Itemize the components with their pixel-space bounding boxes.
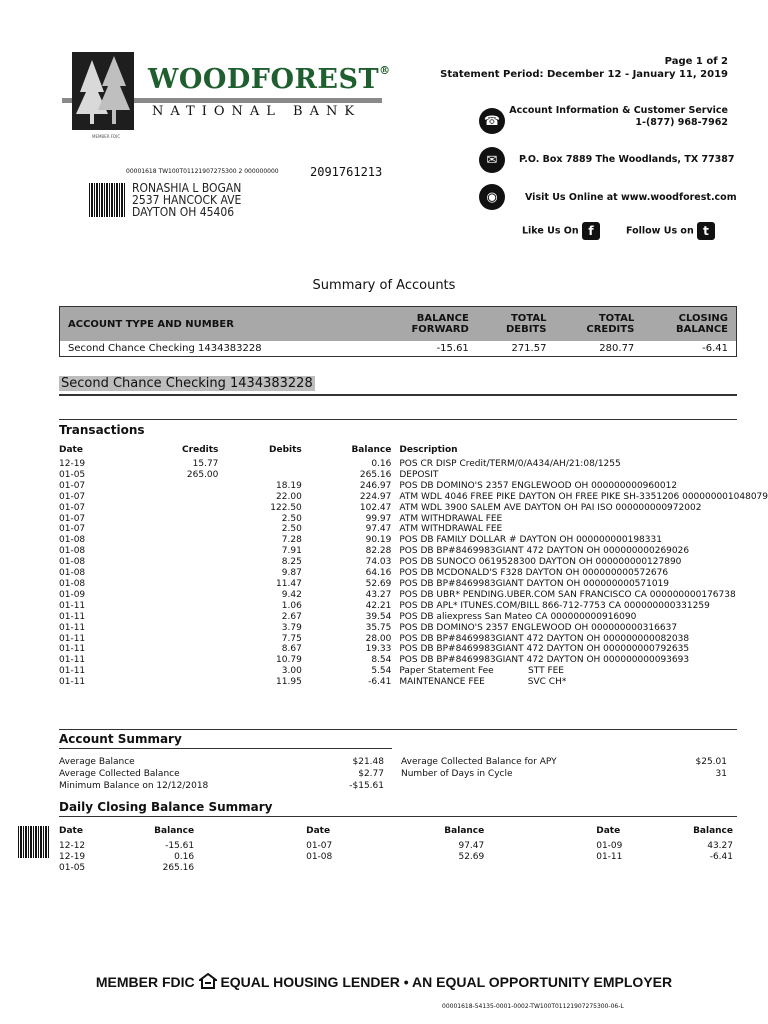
tx-description: ATM WDL 3900 SALEM AVE DAYTON OH PAI ISO 000000000972002: [399, 502, 702, 513]
tx-date: 01-11: [59, 655, 86, 666]
transaction-row: [59, 634, 768, 645]
avg-balance-label: Average Balance: [59, 757, 135, 767]
tx-debit: [218, 459, 301, 470]
tx-balance: 0.16: [371, 459, 392, 469]
tx-debit: 18.19: [276, 480, 302, 491]
tx-debit: 2.50: [281, 513, 302, 524]
tx-credit: [108, 666, 218, 677]
tx-balance: 28.00: [365, 633, 392, 644]
mail-code-right: 2091761213: [310, 165, 383, 179]
tx-date: 01-11: [59, 611, 86, 622]
daily-date: 12-19: [59, 851, 86, 862]
tx-debit: 10.79: [276, 655, 302, 666]
header-total-credits: TOTAL CREDITS: [554, 307, 642, 342]
tx-description: POS DB BP#8469983GIANT 472 DAYTON OH 000000000792635: [399, 644, 690, 655]
days-label: Number of Days in Cycle: [401, 769, 513, 779]
apy-value: $25.01: [695, 757, 727, 767]
tx-debit: 9.42: [281, 589, 302, 600]
tx-debit: 3.00: [281, 666, 302, 677]
header-account-type: ACCOUNT TYPE AND NUMBER: [60, 307, 377, 342]
daily-rule: [59, 816, 737, 817]
transaction-row: [59, 535, 768, 546]
tx-date: 01-07: [59, 513, 86, 524]
tx-credit: [108, 601, 218, 612]
tx-balance: 42.21: [365, 600, 392, 611]
summary-total-credits: 280.77: [554, 341, 642, 357]
tx-date: 01-11: [59, 677, 86, 688]
tx-credit: [108, 524, 218, 535]
summary-row: [60, 341, 737, 357]
tx-description: POS DB SUNOCO 0619528300 DAYTON OH 000000000127890: [399, 557, 682, 568]
tx-debit: 3.79: [281, 622, 302, 633]
tx-date: 01-07: [59, 502, 86, 513]
transaction-row: [59, 601, 768, 612]
service-label: Account Information & Customer Service: [509, 105, 728, 116]
tx-balance: 97.47: [365, 524, 392, 535]
daily-date: 01-07: [306, 840, 333, 851]
tx-balance: 35.75: [365, 622, 392, 633]
tx-date: 01-09: [59, 589, 86, 600]
transactions-title: Transactions: [59, 423, 145, 437]
facebook-icon: f: [582, 222, 600, 240]
tx-credit: [108, 655, 218, 666]
daily-title: Daily Closing Balance Summary: [59, 800, 273, 814]
tx-debit: 8.67: [281, 644, 302, 655]
tx-debit: 9.87: [281, 568, 302, 579]
transaction-row: [59, 557, 768, 568]
daily-balance: -15.61: [165, 840, 195, 851]
tx-credit: [108, 535, 218, 546]
tx-debit: 2.50: [281, 524, 302, 535]
tx-description: ATM WITHDRAWAL FEE: [399, 513, 503, 524]
apy-label: Average Collected Balance for APY: [401, 757, 557, 767]
tx-date: 01-11: [59, 622, 86, 633]
tx-balance: 43.27: [365, 589, 392, 600]
tx-date: 01-11: [59, 600, 86, 611]
account-title: Second Chance Checking 1434383228: [61, 376, 313, 391]
tx-balance: 39.54: [365, 611, 392, 622]
daily-h-date-1: Date: [59, 826, 83, 836]
tx-header-description: Description: [399, 445, 458, 455]
tx-date: 01-11: [59, 633, 86, 644]
daily-balance: [693, 862, 733, 873]
tx-description: POS DB BP#8469983GIANT 472 DAYTON OH 000000000093693: [399, 655, 690, 666]
tx-date: 01-08: [59, 568, 86, 579]
daily-date: 01-11: [596, 851, 623, 862]
transaction-row: [59, 579, 768, 590]
tx-description: POS DB MCDONALD'S F328 DAYTON OH 000000000572676: [399, 568, 669, 579]
summary-closing-balance: -6.41: [642, 341, 736, 357]
header-closing-balance: CLOSING BALANCE: [642, 307, 736, 342]
transaction-row: [59, 503, 768, 514]
tx-credit: [108, 579, 218, 590]
transaction-row: [59, 524, 768, 535]
tx-date: 01-07: [59, 480, 86, 491]
tx-date: 12-19: [59, 459, 86, 469]
recipient-name: RONASHIA L BOGAN: [132, 181, 242, 195]
tx-date: 01-05: [59, 469, 86, 480]
daily-row: [59, 851, 733, 862]
transaction-row: [59, 612, 768, 623]
tx-description: ATM WDL 4046 FREE PIKE DAYTON OH FREE PIKE SH-3351206 000000001048079: [399, 491, 768, 502]
daily-date: 12-12: [59, 840, 86, 851]
daily-balance: [403, 862, 484, 873]
tx-balance: 99.97: [365, 513, 392, 524]
tx-header-debits: Debits: [269, 445, 302, 455]
daily-balance: -6.41: [709, 851, 733, 862]
transaction-row: [59, 568, 768, 579]
tx-credit: [108, 623, 218, 634]
tx-debit: 1.06: [281, 600, 302, 611]
mail-code-line: 00001618 TW100T01121907275300 2 000000000: [126, 168, 279, 175]
tx-date: 01-11: [59, 644, 86, 655]
account-summary-title: Account Summary: [59, 732, 182, 746]
tx-balance: 90.19: [365, 535, 392, 546]
tx-description: Paper Statement Fee STT FEE: [399, 666, 564, 677]
summary-table: [59, 306, 737, 357]
footer-code: 00001618-54135-0001-0002-TW100T01121907275300-06-L: [442, 1003, 624, 1010]
tx-balance: 74.03: [365, 557, 392, 568]
member-fdic-small: MEMBER FDIC: [92, 134, 121, 139]
tx-debit: 22.00: [276, 491, 302, 502]
transaction-row: [59, 666, 768, 677]
tx-header-balance: Balance: [351, 445, 392, 455]
recipient-street: 2537 HANCOCK AVE: [132, 193, 242, 207]
tx-header-date: Date: [59, 445, 83, 455]
daily-date: 01-08: [306, 851, 333, 862]
account-title-rule: [59, 394, 737, 396]
transaction-row: [59, 492, 768, 503]
transactions-header: [59, 441, 768, 459]
transaction-row: [59, 644, 768, 655]
footer-line: [0, 973, 768, 992]
tx-debit: 11.47: [276, 578, 302, 589]
tx-balance: 265.16: [359, 469, 392, 480]
tx-date: 01-11: [59, 666, 86, 677]
daily-table: [59, 822, 733, 873]
tx-description: POS DB DOMINO'S 2357 ENGLEWOOD OH 000000000316637: [399, 622, 678, 633]
tx-date: 01-08: [59, 535, 86, 546]
transactions-table: [59, 441, 768, 688]
page-number: Page 1 of 2: [664, 56, 728, 67]
like-us: Like Us On f: [522, 222, 600, 240]
tx-balance: 102.47: [359, 502, 392, 513]
tx-description: DEPOSIT: [399, 469, 439, 480]
tx-description: POS DB BP#8469983GIANT DAYTON OH 000000000571019: [399, 578, 670, 589]
house-icon: [199, 973, 217, 992]
tx-description: POS DB DOMINO'S 2357 ENGLEWOOD OH 000000000960012: [399, 480, 678, 491]
tx-credit: [108, 568, 218, 579]
tx-balance: 64.16: [365, 568, 392, 579]
tx-date: 01-07: [59, 524, 86, 535]
tx-debit: 7.28: [281, 535, 302, 546]
tx-debit: 2.67: [281, 611, 302, 622]
tx-credit: [108, 644, 218, 655]
tx-date: 01-08: [59, 557, 86, 568]
daily-balance: 265.16: [162, 862, 195, 873]
summary-balance-forward: -15.61: [376, 341, 477, 357]
service-phone: 1-(877) 968-7962: [635, 117, 728, 128]
tx-credit: 15.77: [192, 459, 219, 469]
tx-description: POS DB APL* ITUNES.COM/BILL 866-712-7753 CA 000000000331259: [399, 600, 710, 611]
summary-header-row: [60, 307, 737, 342]
transaction-row: [59, 677, 768, 688]
tx-description: POS DB FAMILY DOLLAR # DAYTON OH 000000000198331: [399, 535, 662, 546]
recipient-city: DAYTON OH 45406: [132, 205, 235, 219]
footer-equal-housing: EQUAL HOUSING LENDER • AN EQUAL OPPORTUNITY EMPLOYER: [220, 974, 673, 990]
website: Visit Us Online at www.woodforest.com: [525, 192, 737, 203]
tx-date: 01-08: [59, 546, 86, 557]
tx-credit: [108, 546, 218, 557]
tx-balance: 246.97: [359, 480, 392, 491]
daily-date: [194, 862, 403, 873]
transaction-row: [59, 514, 768, 525]
transaction-row: [59, 623, 768, 634]
phone-icon: ☎: [479, 108, 505, 134]
tx-debit: 122.50: [270, 502, 302, 513]
tx-credit: [108, 677, 218, 688]
tx-credit: [108, 481, 218, 492]
follow-us: Follow Us on t: [626, 222, 715, 240]
daily-row: [59, 840, 733, 851]
po-box: P.O. Box 7889 The Woodlands, TX 77387: [519, 154, 735, 165]
min-balance-label: Minimum Balance on 12/12/2018: [59, 781, 209, 791]
tx-description: POS DB BP#8469983GIANT 472 DAYTON OH 000000000269026: [399, 546, 690, 557]
transaction-row: [59, 546, 768, 557]
tx-balance: 82.28: [365, 546, 392, 557]
daily-balance: 0.16: [174, 851, 195, 862]
bank-logo: [62, 52, 391, 142]
tx-balance: 5.54: [371, 666, 392, 677]
tx-credit: [108, 514, 218, 525]
tx-header-credits: Credits: [182, 445, 219, 455]
tx-debit: 11.95: [276, 677, 302, 688]
tx-credit: [108, 492, 218, 503]
daily-h-balance-3: Balance: [693, 826, 733, 836]
address-barcode: [89, 183, 125, 217]
daily-row: [59, 862, 733, 873]
tx-credit: [108, 590, 218, 601]
min-balance-value: -$15.61: [349, 781, 384, 791]
footer-member-fdic: MEMBER FDIC: [95, 974, 195, 990]
tx-credit: [108, 557, 218, 568]
daily-date: 01-09: [596, 840, 623, 851]
daily-balance: 43.27: [707, 840, 733, 851]
transaction-row: [59, 655, 768, 666]
account-summary-underline: [59, 748, 392, 749]
bank-name: WOODFOREST®: [148, 64, 391, 95]
tx-balance: 19.33: [365, 644, 392, 655]
tx-balance: 8.54: [371, 655, 392, 666]
tx-description: POS DB UBR* PENDING.UBER.COM SAN FRANCISCO CA 000000000176738: [399, 589, 736, 600]
tx-debit: 8.25: [281, 557, 302, 568]
transactions-rule: [59, 419, 737, 420]
summary-account: Second Chance Checking 1434383228: [60, 341, 377, 357]
transaction-row: [59, 459, 768, 470]
avg-collected-value: $2.77: [358, 769, 384, 779]
tx-credit: [108, 612, 218, 623]
summary-total-debits: 271.57: [477, 341, 555, 357]
header-total-debits: TOTAL DEBITS: [477, 307, 555, 342]
account-summary-rule: [59, 729, 737, 730]
transaction-row: [59, 470, 768, 481]
daily-h-balance-1: Balance: [154, 826, 195, 836]
tx-description: MAINTENANCE FEE SVC CH*: [399, 677, 567, 688]
daily-date: 01-05: [59, 862, 86, 873]
days-value: 31: [715, 769, 727, 779]
tx-date: 01-08: [59, 578, 86, 589]
daily-balance: 52.69: [458, 851, 485, 862]
avg-collected-label: Average Collected Balance: [59, 769, 180, 779]
daily-date: [484, 862, 693, 873]
daily-header: [59, 822, 733, 840]
tx-description: ATM WITHDRAWAL FEE: [399, 524, 503, 535]
tx-debit: 7.91: [281, 546, 302, 557]
twitter-icon: t: [697, 222, 715, 240]
mail-icon: ✉: [479, 147, 505, 173]
header-balance-forward: BALANCE FORWARD: [376, 307, 477, 342]
tx-credit: 265.00: [186, 469, 219, 480]
transaction-row: [59, 590, 768, 601]
tx-balance: 224.97: [359, 491, 392, 502]
tx-debit: 7.75: [281, 633, 302, 644]
daily-h-date-3: Date: [596, 826, 621, 836]
tx-date: 01-07: [59, 491, 86, 502]
side-barcode: [18, 826, 50, 858]
statement-period: Statement Period: December 12 - January 11, 2019: [440, 69, 728, 80]
summary-title: Summary of Accounts: [312, 278, 456, 293]
daily-h-date-2: Date: [306, 826, 331, 836]
daily-balance: 97.47: [458, 840, 485, 851]
tx-credit: [108, 634, 218, 645]
transaction-row: [59, 481, 768, 492]
tx-description: POS DB aliexpress San Mateo CA 000000000916090: [399, 611, 637, 622]
daily-h-balance-2: Balance: [444, 826, 485, 836]
bank-subname: NATIONAL BANK: [152, 104, 362, 119]
tx-balance: -6.41: [368, 677, 392, 688]
tx-debit: [218, 470, 301, 481]
tree-icon: [72, 52, 134, 130]
avg-balance-value: $21.48: [352, 757, 384, 767]
globe-icon: ◉: [479, 184, 505, 210]
tx-description: POS DB BP#8469983GIANT 472 DAYTON OH 000000000082038: [399, 633, 690, 644]
tx-credit: [108, 503, 218, 514]
tx-balance: 52.69: [365, 578, 392, 589]
tx-description: POS CR DISP Credit/TERM/0/A434/AH/21:08/1255: [399, 459, 621, 469]
